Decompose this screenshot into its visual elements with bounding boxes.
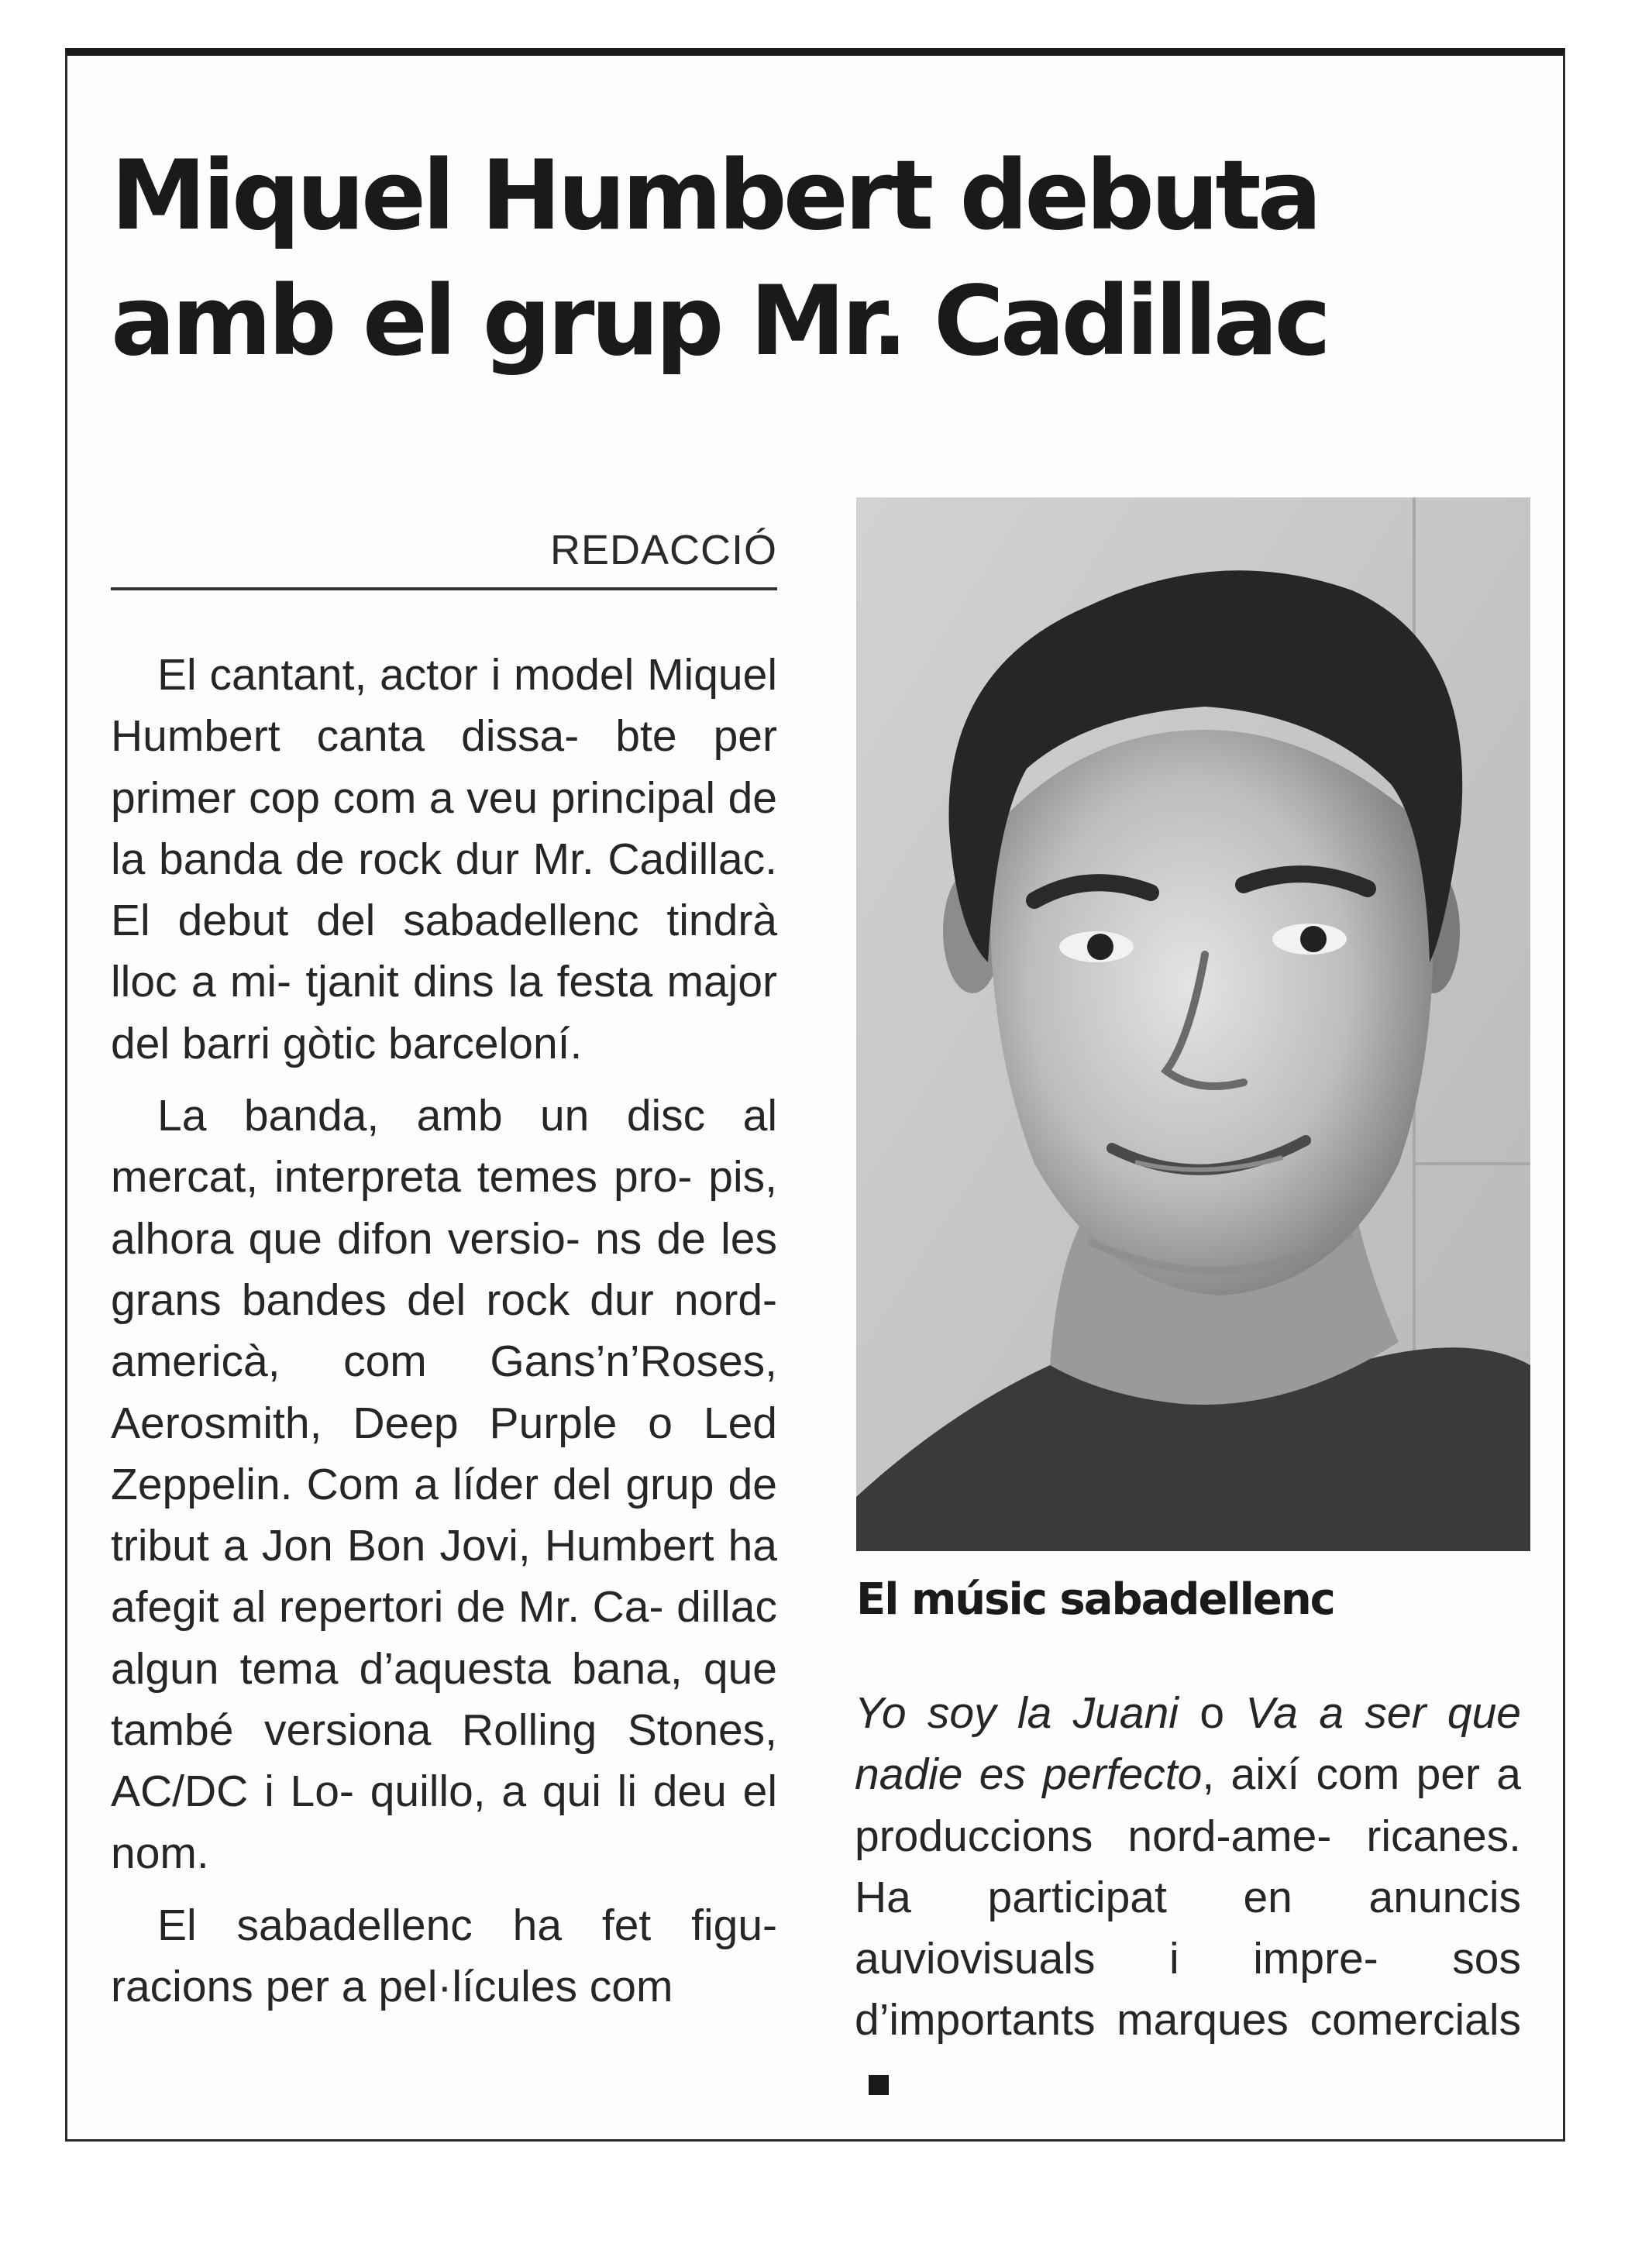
text-connector: o xyxy=(1199,1688,1225,1738)
film-title-2-part1: Va a ser que xyxy=(1245,1688,1522,1738)
text-line: mercat, interpreta temes pro- xyxy=(111,1152,693,1202)
news-article xyxy=(65,48,1565,2142)
headline-line-1: Miquel Humbert debuta xyxy=(111,140,1319,252)
photo-caption: El músic sabadellenc xyxy=(856,1574,1334,1625)
text-line: a Jon Bon Jovi, Humbert ha xyxy=(222,1521,777,1571)
paragraph-1 xyxy=(111,645,777,1075)
text-line: ns de les grans bandes del xyxy=(111,1213,778,1325)
text-line: pis, alhora que difon versio- xyxy=(111,1152,777,1264)
text-line: sos d’importants marques xyxy=(855,1934,1521,2045)
text-line: anuncis auviovisuals i impre- xyxy=(855,1872,1521,1984)
text-line: bana, que també versiona xyxy=(111,1643,778,1756)
left-column xyxy=(111,645,777,2018)
text-line: dur Mr. Cadillac. El debut del xyxy=(111,834,777,946)
text-line: racions per a pel·lícules com xyxy=(111,1962,673,2012)
headline xyxy=(111,133,1552,384)
portrait-photo xyxy=(856,497,1530,1551)
text-line: dillac algun tema d’aquesta xyxy=(111,1582,777,1694)
end-of-article-mark xyxy=(869,2075,889,2095)
text-line: El sabadellenc ha fet figu- xyxy=(157,1900,777,1950)
text-line: Gans’n’Roses, Aerosmith, xyxy=(111,1337,777,1448)
text-line-last: comercials xyxy=(1310,1995,1521,2045)
text-line: El cantant, actor i model xyxy=(157,650,635,700)
text-line: tjanit dins la festa major del xyxy=(111,957,778,1068)
text-line: Miquel Humbert canta dissa- xyxy=(111,650,777,762)
text-line: Rolling Stones, AC/DC i Lo- xyxy=(111,1705,777,1817)
text-line: barri gòtic barceloní. xyxy=(181,1018,583,1068)
text-line: Deep Purple o Led Zeppelin. xyxy=(111,1398,777,1509)
text-line: principal de la banda de rock xyxy=(111,772,777,884)
text-line: rock dur nord-americà, com xyxy=(111,1275,777,1387)
text-line: per a produccions nord-ame- xyxy=(855,1749,1521,1861)
paragraph-3 xyxy=(111,1895,777,2018)
text-line: quillo, a qui li deu el nom. xyxy=(111,1767,777,1878)
portrait-photo-icon xyxy=(856,497,1530,1551)
text-line: bte per primer cop com a veu xyxy=(111,711,777,823)
film-title-1: Yo soy la Juani xyxy=(855,1688,1179,1738)
text-line: La banda, amb un disc al xyxy=(157,1091,777,1141)
paragraph-3-continued xyxy=(855,1683,1521,2113)
byline: REDACCIÓ xyxy=(111,513,777,590)
right-column xyxy=(855,1683,1521,2113)
text-line: , així com xyxy=(1202,1749,1400,1800)
paragraph-2 xyxy=(111,1085,777,1884)
text-line: afegit al repertori de Mr. Ca- xyxy=(111,1582,664,1632)
text-line: ricanes. Ha participat en xyxy=(855,1811,1521,1922)
text-line: Com a líder del grup de tribut xyxy=(111,1459,777,1571)
film-title-2-part2: nadie es perfecto xyxy=(855,1749,1203,1800)
headline-line-2: amb el grup Mr. Cadillac xyxy=(111,266,1327,377)
text-line: sabadellenc tindrà lloc a mi- xyxy=(111,896,777,1007)
